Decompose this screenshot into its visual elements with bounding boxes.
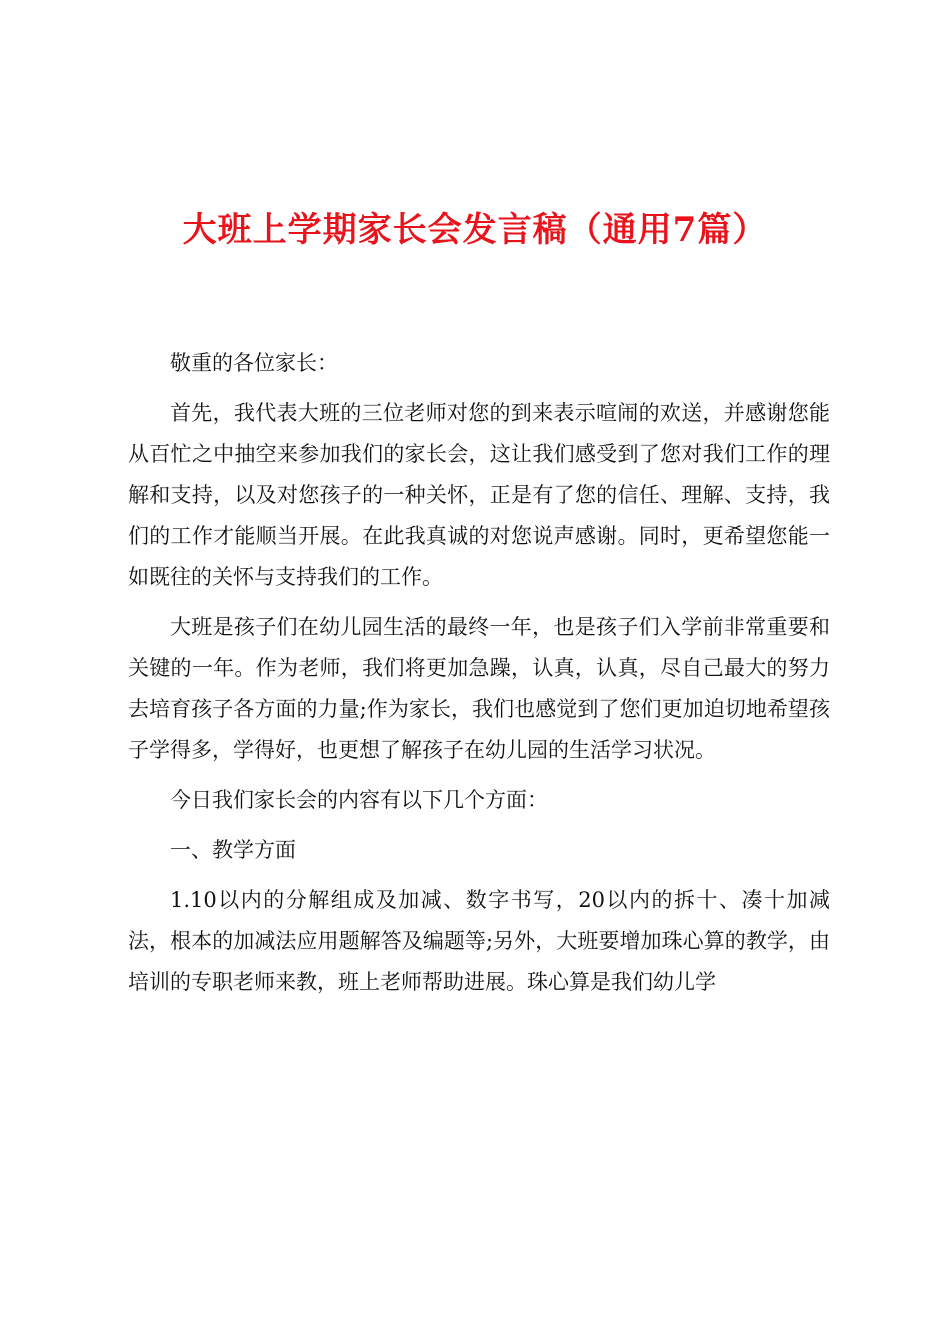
body-paragraph: 1.10以内的分解组成及加减、数字书写，20以内的拆十、凑十加减法，根本的加减法应用题解答及编题等;另外，大班要增加珠心算的教学，由培训的专职老师来教，班上老师帮助进展。珠心算是我们幼儿学 <box>128 888 830 994</box>
body-paragraph: 大班是孩子们在幼儿园生活的最终一年，也是孩子们入学前非常重要和关键的一年。作为老师，我们将更加急躁，认真，认真，尽自己最大的努力去培育孩子各方面的力量;作为家长，我们也感觉到了您们更加迫切地希望孩子学得多，学得好，也更想了解孩子在幼儿园的生活学习状况。 <box>128 615 830 762</box>
section-heading: 一、教学方面 <box>170 838 296 862</box>
body-paragraph: 首先，我代表大班的三位老师对您的到来表示喧闹的欢送，并感谢您能从百忙之中抽空来参加我们的家长会，这让我们感受到了您对我们工作的理解和支持，以及对您孩子的一种关怀，正是有了您的信任、理解、支持，我们的工作才能顺当开展。在此我真诚的对您说声感谢。同时，更希望您能一如既往的关怀与支持我们的工作。 <box>128 401 830 589</box>
document-title: 大班上学期家长会发言稿（通用7篇） <box>182 210 768 250</box>
body-paragraph: 今日我们家长会的内容有以下几个方面： <box>170 788 548 812</box>
salutation-paragraph: 敬重的各位家长： <box>170 351 338 375</box>
document-body <box>128 343 830 1012</box>
